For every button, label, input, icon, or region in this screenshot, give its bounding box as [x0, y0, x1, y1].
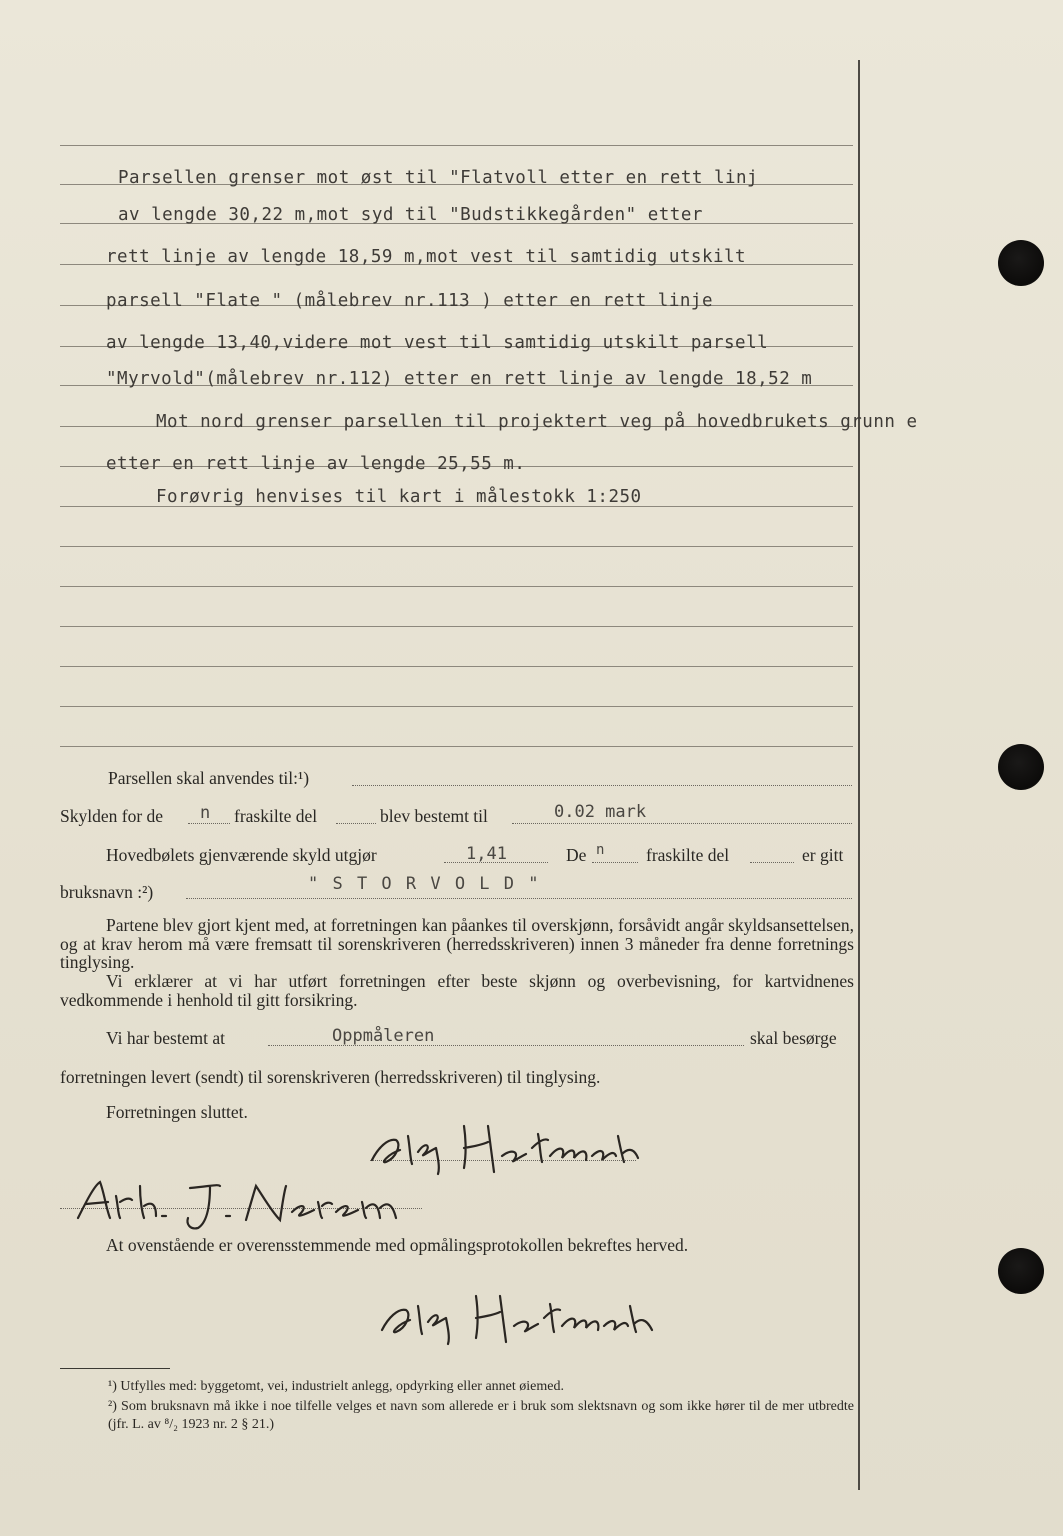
ruled-line [60, 706, 853, 707]
ruled-line [60, 546, 853, 547]
typed-line-9: Forøvrig henvises til kart i målestokk 1:250 [156, 487, 642, 507]
given-label: er gitt [802, 845, 844, 865]
ruled-line [60, 145, 853, 146]
confirm-text: At ovenstående er overensstemmende med opmålingsprotokollen bekreftes herved. [106, 1235, 689, 1255]
deliver-label: skal besørge [750, 1028, 837, 1048]
decided-field [268, 1045, 744, 1046]
punch-hole-bottom [998, 1248, 1044, 1294]
typed-line-1: Parsellen grenser mot øst til "Flatvoll etter en rett linj [118, 168, 759, 188]
tax-n-field [188, 823, 230, 824]
tax-value: 0.02 mark [554, 802, 647, 822]
remaining-value: 1,41 [466, 844, 507, 864]
use-label: Parsellen skal anvendes til:¹) [108, 768, 310, 788]
appeal-paragraph: Partene blev gjort kjent med, at forretningen kan påankes til overskjønn, forsåvidt angår skyldsansettelsen, og at krav herom må være fremsatt til sorenskriveren (herredsskriveren) innen 3 måneder fra denne forretnings tinglysing. [60, 915, 854, 972]
name-value: " S T O R V O L D " [308, 874, 541, 894]
margin-rule [858, 60, 860, 1490]
decided-value: Oppmåleren [332, 1026, 435, 1046]
name-field [186, 898, 852, 899]
signature-3 [376, 1286, 666, 1346]
separated-label: fraskilte del [646, 845, 730, 865]
signature-1 [366, 1118, 646, 1178]
footnote-1: ¹) Utfylles med: byggetomt, vei, industrielt anlegg, opdyrking eller annet øiemed. [108, 1379, 564, 1394]
typed-line-7: Mot nord grenser parsellen til projektert veg på hovedbrukets grunn e [156, 412, 918, 432]
footnote-2: ²) Som bruksnavn må ikke i noe tilfelle velges et navn som allerede er i bruk som slektsnavn og som ikke hører til de mer utbredte (jfr. L. av ⁸/₂ 1923 nr. 2 § 21.) [108, 1399, 854, 1432]
use-field [352, 785, 852, 786]
typed-line-4: parsell "Flate " (målebrev nr.113 ) etter en rett linje [106, 291, 713, 311]
de-n: n [596, 842, 605, 858]
ruled-line [60, 666, 853, 667]
tax-value-field [512, 823, 852, 824]
closed-label: Forretningen sluttet. [106, 1102, 248, 1122]
typed-line-6: "Myrvold"(målebrev nr.112) etter en rett linje av lengde 18,52 m [106, 369, 813, 389]
decided-label: Vi har bestemt at [106, 1028, 225, 1048]
typed-line-8: etter en rett linje av lengde 25,55 m. [106, 454, 526, 474]
punch-hole-top [998, 240, 1044, 286]
tax-label-mid: fraskilte del [234, 806, 318, 826]
declare-paragraph: Vi erklærer at vi har utført forretningen efter beste skjønn og overbevisning, for kartvidnenes vedkommende i henhold til gitt forsikring. [60, 971, 854, 1010]
remaining-field [444, 862, 548, 863]
signature-2 [70, 1172, 410, 1232]
ruled-line [60, 626, 853, 627]
typed-line-3: rett linje av lengde 18,59 m,mot vest til samtidig utskilt [106, 247, 747, 267]
name-label: bruksnavn :²) [60, 882, 154, 902]
tax-n: n [200, 803, 211, 823]
tax-label-start: Skylden for de [60, 806, 164, 826]
tax-mid-field [336, 823, 376, 824]
deliver-line: forretningen levert (sendt) til sorenskriveren (herredsskriveren) til tinglysing. [60, 1067, 601, 1087]
punch-hole-middle [998, 744, 1044, 790]
tax-label-end: blev bestemt til [380, 806, 488, 826]
ruled-line [60, 746, 853, 747]
remaining-label: Hovedbølets gjenværende skyld utgjør [106, 845, 377, 865]
separated-field [750, 862, 794, 863]
footnote-rule [60, 1368, 170, 1369]
typed-line-5: av lengde 13,40,videre mot vest til samtidig utskilt parsell [106, 333, 769, 353]
typed-line-2: av lengde 30,22 m,mot syd til "Budstikkegården" etter [118, 205, 703, 225]
de-label: De [566, 845, 587, 865]
de-field [592, 862, 638, 863]
ruled-line [60, 586, 853, 587]
